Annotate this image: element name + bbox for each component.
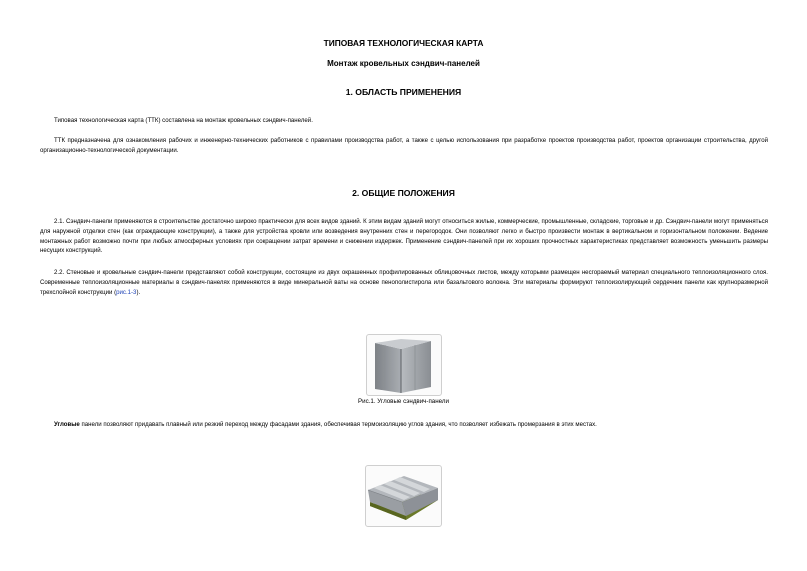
section2-heading: 2. ОБЩИЕ ПОЛОЖЕНИЯ: [352, 188, 455, 198]
section2-paragraph-1: 2.1. Сэндвич-панели применяются в строительстве достаточно широко практически для всех видов зданий. К этим видам зданий могут относиться жилые, коммерческие, промышленные, складские, торговые и др. Сэндвич-панели могут применяться для наружной отделки стен (как ограждающие конструкции), а также для устройства кровли или возведения внутренних стен и перегородок. Они позволяют легко и быстро произвести монтаж в вертикальном и горизонтальном положении. Ведение монтажных работ возможно почти при любых атмосферных условиях при сокращении затрат времени и снижении издержек. Применение сэндвич-панелей при их хороших прочностных характеристиках представляет возможность уменьшить размеры несущих конструкций.: [40, 218, 768, 255]
corner-paragraph-text: панели позволяют придавать плавный или резкий переход между фасадами здания, обеспечивая термоизоляцию углов здания, что позволяет избежать промерзания в этих местах.: [79, 421, 597, 428]
corner-bold-term: Угловые: [54, 421, 80, 428]
section1-paragraph-2: ТТК предназначена для ознакомления рабочих и инженерно-технических работников с правилами производства работ, а также с целью использования при разработке проектов производства работ, проектов организации строительства, другой организационно-технологической документации.: [40, 137, 768, 154]
section1-paragraph-1: Типовая технологическая карта (ТТК) составлена на монтаж кровельных сэндвич-панелей.: [54, 117, 313, 124]
document-title: ТИПОВАЯ ТЕХНОЛОГИЧЕСКАЯ КАРТА: [323, 38, 484, 48]
figure1-caption: Рис.1. Угловые сэндвич-панели: [358, 398, 449, 405]
roof-panel-image: [365, 465, 442, 527]
section1-heading: 1. ОБЛАСТЬ ПРИМЕНЕНИЯ: [345, 87, 462, 97]
section2-paragraph-2-end: ).: [136, 288, 141, 296]
corner-panel-image: [366, 334, 442, 396]
section2-paragraph-2-text: 2.2. Стеновые и кровельные сэндвич-панели представляют собой конструкции, состоящие из двух окрашенных профилированных облицовочных листов, между которыми размещен несгораемый материал специального теплоизоляционного слоя. Современные теплоизоляционные материалы в сэндвич-панелях применяются в виде минеральной ваты на основе пенополистирола или базальтового волокна. Эти материалы формируют теплоизолирующий сердечник панели как крупноразмерной трехслойной конструкции (: [40, 269, 768, 296]
corner-paragraph: [40, 420, 768, 430]
document-subtitle: Монтаж кровельных сэндвич-панелей: [327, 59, 480, 68]
figure-reference-link[interactable]: рис.1-3: [116, 288, 137, 296]
section2-paragraph-2: [40, 268, 768, 297]
